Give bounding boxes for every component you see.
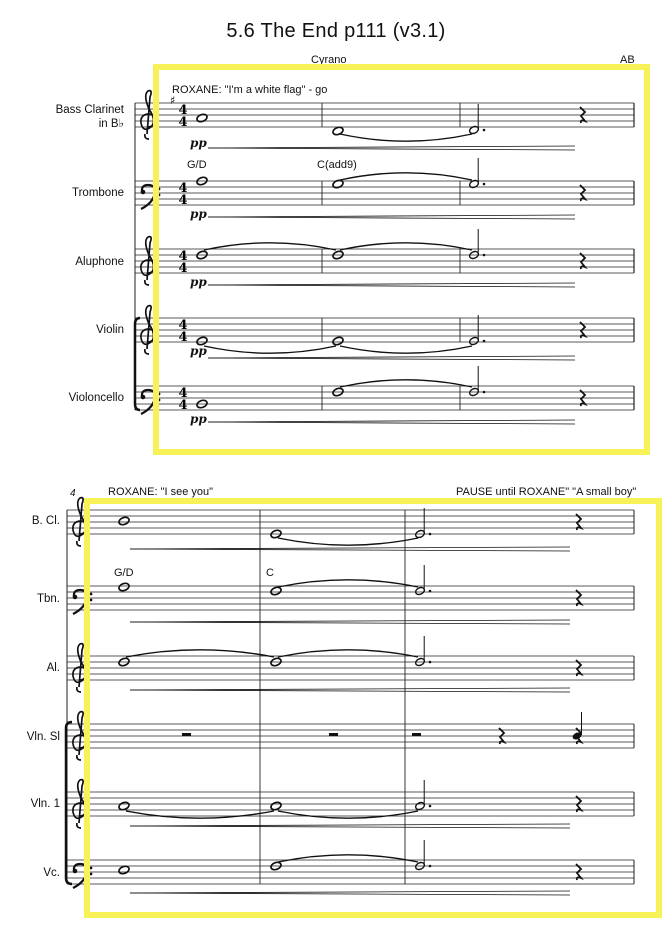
key-sharp: ♯ (170, 94, 176, 107)
system2-cue-left: ROXANE: "I see you" (108, 486, 214, 498)
time-signature-bottom: 4 (178, 261, 188, 276)
instrument-bcl-short: B. Cl. (31, 515, 60, 527)
system1-cue: ROXANE: "I'm a white flag" - go (172, 84, 328, 96)
chord-symbol-c: C (266, 567, 274, 579)
time-signature-top: 4 (178, 103, 188, 118)
dynamic-pp: pp (190, 136, 207, 150)
time-signature-top: 4 (178, 181, 188, 196)
instrument-trombone: Trombone (72, 187, 124, 199)
instrument-bass-clarinet (56, 103, 124, 131)
measure-number: 4 (70, 488, 76, 499)
instrument-aluphone: Aluphone (75, 256, 124, 268)
instrument-bass-clarinet-line2: in B♭ (98, 118, 124, 130)
dynamic-pp: pp (190, 412, 207, 426)
instrument-violin: Violin (96, 324, 124, 336)
chord-symbol-gd-2: G/D (114, 567, 134, 579)
instrument-al-short: Al. (46, 662, 60, 674)
highlight-box-system-1 (153, 64, 650, 455)
score-title: 5.6 The End p111 (v3.1) (226, 20, 446, 42)
instrument-violoncello: Violoncello (68, 392, 124, 404)
time-signature-bottom: 4 (178, 330, 188, 345)
score-subtitle: Cyrano (311, 54, 347, 66)
time-signature-top: 4 (178, 386, 188, 401)
instrument-vc-short: Vc. (43, 867, 60, 879)
time-signature-bottom: 4 (178, 398, 188, 413)
chord-symbol-cadd9: C(add9) (317, 159, 357, 171)
instrument-bass-clarinet-line1: Bass Clarinet (55, 104, 124, 116)
chord-symbol-gd: G/D (187, 159, 207, 171)
composer-label: AB (620, 54, 635, 66)
instrument-vln1-short: Vln. 1 (30, 798, 60, 810)
instrument-vln-sl-short: Vln. Sl (26, 731, 60, 743)
time-signature-bottom: 4 (178, 115, 188, 130)
strings-bracket (135, 318, 140, 410)
highlight-box-system-2 (84, 498, 662, 918)
instrument-tbn-short: Tbn. (36, 593, 60, 605)
dynamic-pp: pp (190, 275, 207, 289)
time-signature-bottom: 4 (178, 193, 188, 208)
dynamic-pp: pp (190, 344, 207, 358)
system2-cue-right: PAUSE until ROXANE" "A small boy" (456, 486, 637, 498)
time-signature-top: 4 (178, 249, 188, 264)
time-signature-top: 4 (178, 318, 188, 333)
dynamic-pp: pp (190, 207, 207, 221)
